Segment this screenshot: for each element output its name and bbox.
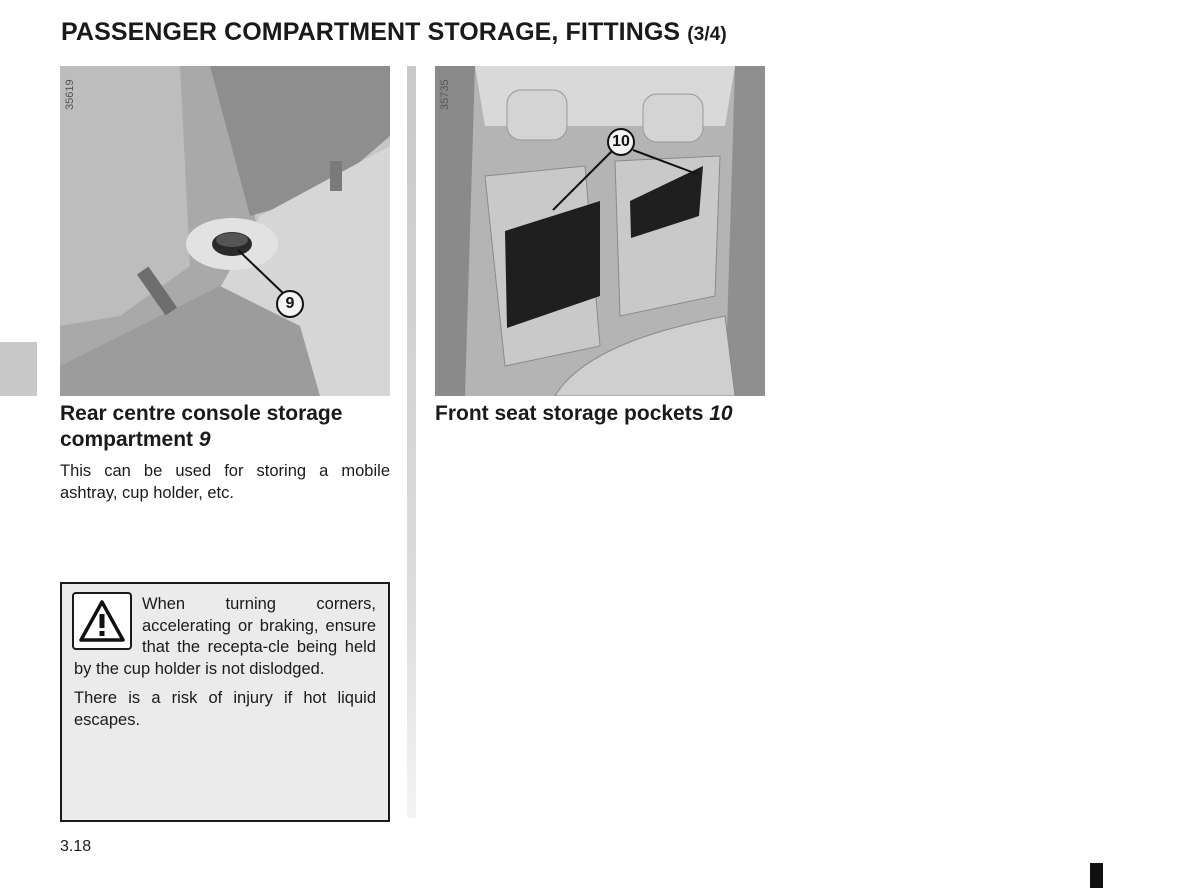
rear-console-heading bbox=[60, 401, 400, 453]
chapter-tab-marker bbox=[0, 342, 37, 396]
figure-code: 35619 bbox=[64, 79, 76, 110]
rear-console-photo bbox=[60, 66, 390, 396]
seat-pockets-heading bbox=[435, 401, 795, 427]
rear-console-heading-text: Rear centre console storage compartment bbox=[60, 402, 343, 451]
page-part-indicator: (3/4) bbox=[687, 24, 727, 45]
warning-triangle-icon bbox=[72, 592, 132, 650]
seat-pockets-photo bbox=[435, 66, 765, 396]
page-title bbox=[61, 18, 727, 47]
page-number: 3.18 bbox=[60, 838, 92, 855]
page-edge-mark bbox=[1090, 863, 1103, 888]
warning-paragraph: There is a risk of injury if hot liquid escapes. bbox=[74, 689, 376, 729]
warning-box bbox=[60, 582, 390, 822]
callout-10: 10 bbox=[607, 128, 635, 156]
figure-code: 35735 bbox=[439, 79, 451, 110]
warning-paragraph: When turning corners, accelerating or braking, ensure that the recepta-cle being held by the cup holder is not dislodged. bbox=[74, 595, 376, 678]
callout-9: 9 bbox=[276, 290, 304, 318]
rear-console-ref: 9 bbox=[198, 428, 211, 451]
rear-console-description: This can be used for storing a mobile ashtray, cup holder, etc. bbox=[60, 462, 390, 502]
seat-pockets-heading-text: Front seat storage pockets bbox=[435, 402, 704, 425]
seat-pockets-ref: 10 bbox=[709, 402, 733, 425]
column-divider bbox=[407, 66, 416, 818]
page-title-text: PASSENGER COMPARTMENT STORAGE, FITTINGS bbox=[61, 18, 681, 46]
